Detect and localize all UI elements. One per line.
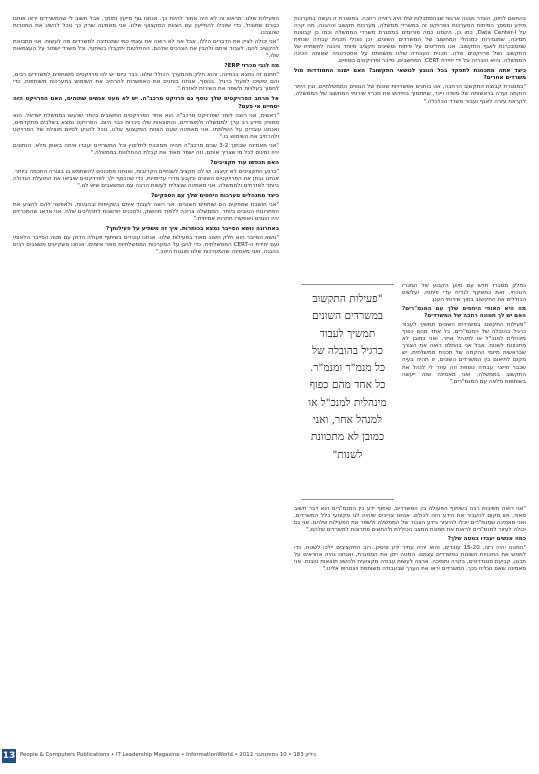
paragraph: "תחום זה נמצא בבחינה, והוא חלק מהמערך הכולל שלנו. כבר כיום יש לנו פרויקטים משותפים למשרדים רבים, והם ימשיכו לפעול כרגיל. בנוסף, אנחנו בוחנים את האפשרות להרחיב את השימוש במערכות משותפות, כדי לחסוך בעלויות ולשפר את השירות לאזרח." <box>13 72 279 93</box>
section-heading: אל מרחב הפרויקטים שלך נוסף גם פרויקט מרכב"ה. יש לא מעט אנשים שתוהים, האם הפרויקט הזה יסתיים אי פעם? <box>13 96 279 110</box>
paragraph: "כרגע התקציבים לא קיצצו. יש לנו תקציב לשנתיים הקרובות, ואנחנו מתכננים להשתמש בו בצורה החכמה ביותר. אנחנו נבחן את הפרויקטים השונים ונקבע סדרי עדיפויות, כדי שהכסף ילך לפרויקטים שיביאו את התועלת הגדולה ביותר לאזרחים ולממשלה. אני מאמינה שנצליח לעשות הרבה עם המשאבים שיש לנו." <box>13 168 279 189</box>
article-column-bottom-right <box>294 506 526 575</box>
paragraph: "במסגרת קבוצת התקשוב הרחבה, אנו בוחנים אפשרויות שונות של הגופים הממשלתיים, ובין היתר הוקמה ועדה בראשותה של סופיה ויינר, שתתמוך בחידוש את מכרזי שירותי המחשוב של הממשלה, לקראת עזרה לאגף ועבור משרד הכלכלה." <box>294 84 526 105</box>
pull-quote-line: תמשיך לעבוד <box>319 327 376 340</box>
paragraph: "פעילות התקשוב במשרדים השונים תמשיך לעבוד כרגיל בהובלה של המנמ"רים. כל אחד מהם כפוף מינהלית למנכ"ל או למנהל אחר, ואני כמובן לא מתכוונת לשנות. אבל אני בהחלט רואה את הצורך שבראשית מיזמי ההקמה של תכנית ממשלתית, יש מקום לתיאום בין המשרדים השונים. זו תהיה בעיה שכבר תייצר עבודה נוספת וזה עוזר לי לנהל את התקשוב בממשלה, ואני מאמינה שזה ייעשה בשותפות מלאה עם המנמ"רים." <box>402 322 526 385</box>
article-column-narrow <box>402 283 526 388</box>
paragraph: "אני רואה חשיבות רבה בשיתוף הפעולה בין המשרדים, שיתוף ידע בין המנמ"רים הוא דבר חשוב מאוד, ויש מקום להעביר את הידע הזה לכולם. אנחנו צריכים שיהיה לנו מקצועי כלל המשרדים, ואני מאמינה שמנמ"רים יוכלו להיעזר בידע הצבור של הממשלה ולשפר את הפעילות שלהם. אני גם יכולה לעזור למנמ"רים לראות את תמונת המצב הכוללת ולהתאים פתרונות למשרדים שלהם." <box>294 506 526 534</box>
pull-quote-line: למנהל אחר, ואני <box>313 414 382 427</box>
section-heading: האם תכפשו עוד תקציבים? <box>210 159 279 166</box>
pull-quote-line: מינהלית למנכ"ל או <box>308 396 387 409</box>
section-heading: מה לגבי מכרזי ERP? <box>224 63 279 70</box>
paragraph: הפעילות שלנו. מראש זה לא היה אמור להיות כך. אנחנו גוף מייעץ ותומך, אבל חשוב לי שהמשרדים יראו אותנו כגורם שמוביל, כדי שיוכלו להתייעץ עם הצוות המקצועי שלנו. אני מאמינה שרק כך נוכל להשיג את המטרות שהצבנו. <box>13 16 279 37</box>
paragraph: "אני מאמינה שבתוך 3-2 שנים מרכב"ה תהיה ממוכנת לחלוטין וכל המשרדים יעבדו איתה באופן מלא. הנתונים יהיו זמינים לכל מי שצריך אותם, וזה ישפר מאוד את קבלת ההחלטות בממשלה." <box>13 142 279 156</box>
article-column-left <box>13 16 279 258</box>
pull-quote-line: כמובן לא מתכוונת <box>310 431 385 444</box>
pull-quote-line: כל אחד מהם כפוף <box>309 379 386 392</box>
section-heading: באחרונה נושא הסייבר נמצא בכותרות. איך זה משפיע על פעילותך? <box>105 226 279 233</box>
paragraph: "המטה יהיה רזה, 15-20 עובדים, והוא יהיה עתיר ידע וניסיון. רוב התקציבים יילכו לשטח, כדי לממש את התכניות השונות במשרדים עצמם. המטה ייתן את המסגרת, ואנחנו נהיה אחראים על תכנון, קביעת סטנדרטים, בקרה ותמיכה. ארצה לעשות עבודה מקצועית ולהשיג תוצאות טובות. אני מאמינה שאם נצליח בכך, המשרדים יראו את הערך שבעבודה משותפת ויצטרפו אלינו." <box>294 545 526 573</box>
section-heading: כיצד אתה מתכוונת לתפקד בכל הנוגע לנושאי התקשוב? האם ישנה התמודדות מול משרדים אחרים? <box>294 68 526 82</box>
paragraph: "אני חושבת שספקים הם שותפים חשובים. אני רוצה לעבוד איתם בשקיפות ובהגינות, ולאפשר להם להציע את הפתרונות הטובים ביותר. הממשלה צריכה ללמוד מהשוק, ולהכניס חדשנות לתהליכים שלה. אני אדאג שהמכרזים יהיו הוגנים ויאפשרו תחרות אמיתית." <box>13 202 279 223</box>
pull-quote-line: במשרדים השונים <box>311 310 384 323</box>
footer-publication-line: People & Computers Publications • IT Leadership Magazine • InformationWorld • 2012 גיליון 183 • 10 בספטמבר <box>20 752 316 758</box>
pull-quote-line: כל מנמ"ר ומנמ"ר. <box>309 362 386 375</box>
paragraph: "ראשית, אני רוצה לומר שפרויקט מרכב"ה הוא אחד הפרויקטים החשובים ביותר שנעשו בממשלת ישראל. הוא מספק מידע רב ערך לממשלה ולמשרדים, והתוצאות שלו ניכרות כבר היום. הפרויקט נמצא בשלבים מתקדמים, ואנחנו עובדים על השלמתו. אני מאמינה שעם הצוות המקצועי שלנו, נוכל להגיע לסיום מוצלח של הפרויקט ולהרחיב את השימוש בו." <box>13 112 279 140</box>
paragraph: "נושא הסייבר הוא חלק חשוב מאוד בפעילות שלנו. אנחנו עובדים בשיתוף פעולה הדוק עם מטה הסייבר הלאומי ועם יחידת ה-CERT הממשלתית, כדי להגן על המערכות הממשלתיות מפני איומים. אנחנו משקיעים משאבים רבים בהגנה, ואני מאמינה שהמערכות שלנו מוגנות היטב." <box>13 235 279 256</box>
section-heading: כמה אנשים יעבדו במטה שלך? <box>447 536 526 543</box>
pull-quote-line: כרגיל בהובלה של <box>312 344 383 357</box>
article-column-right <box>294 16 526 108</box>
paragraph: בהתאם לחזון, הוגדר מבנה ארגוני שבהסתכלות שלו היא ראייה רחבה. במסגרת זו נעשה במערכות מידע ומסמך הפיתוח המערכות בפרויקט זה במשרדי ממשלה, מערכות תקשוב וההגנה, מה קרה על Data Center-I, כמו כן, הקמנו כמה פורומים במסגרת משרדי הממשלה וכמו כן קבוצות תמיכה, שמוגדרות כמנהלי המחשוב של המשרדים השונים, וכן נוהלי תכנית עבודה שנתית שמסונכרנת לאגף התקשוב. אנו מחליטים על פיתוח ומשיגים תקציב מיוחד והכנה לתשתית של התקשוב ושל פרויקטים אלה. תכנית העבודה שלנו מושתתת על אסטרטגיה שאותה הכינה הממשלה, והיא הוכרזה על ידי יחידת CERT. המחשבים, סייבר ופרויקטים נוספים. <box>294 16 526 65</box>
pull-quote-line: לשנות" <box>332 448 363 461</box>
paragraph: "אני יכולה לציין את הדברים הללו, אבל אני לא רואה את עצמי כמי שמכתיבה למשרדים מה לעשות. אני מתכוונת להקשיב להם, לעבוד איתם ולהבין את הצרכים שלהם. ההחלטות יתקבלו בשיתוף, וכל משרד ישמור על העצמאות שלו." <box>13 39 279 60</box>
section-heading: מה היא האופי היחסים שלך עם המנמ"רים? האם יש לך תמונה רחבה של המשרדים? <box>402 306 526 320</box>
paragraph: כחלק ממכרז חדש עם סיוע הקבוע של המכרז הנוכחי. זאת כמשקף לנדיח עדי פיתוח, ועלשים הכוללים את התקשוב בתוך שירותי הענן. <box>402 283 526 304</box>
section-heading: כיצד מתנהלים מערכות היחסים שלך עם הספקים? <box>150 193 279 200</box>
pull-quote-line: "פעילות התקשוב <box>312 293 383 305</box>
page-number: 13 <box>2 751 16 761</box>
pull-quote <box>301 284 394 500</box>
page-footer <box>0 749 539 767</box>
